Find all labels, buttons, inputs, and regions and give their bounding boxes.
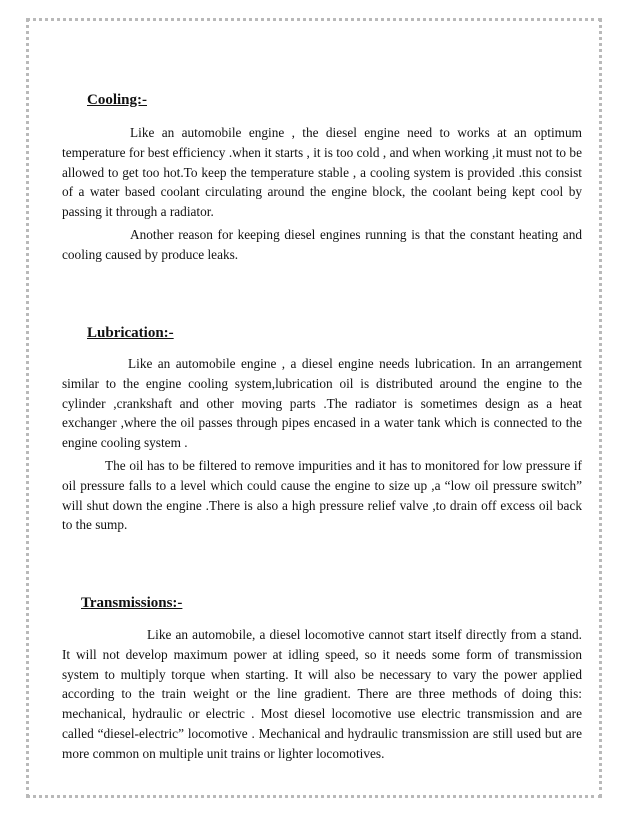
lubrication-paragraph-2: The oil has to be filtered to remove impurities and it has to monitored for low pressure if oil pressure falls to a level which could cause the engine to size up ,a “low oil pressure switch” will shut down the engine .There is also a high pressure relief valve ,to drain off excess oil back to the sump. xyxy=(62,457,582,533)
cooling-heading: Cooling:- xyxy=(87,92,147,108)
transmissions-section xyxy=(62,625,582,764)
lubrication-section xyxy=(62,354,582,535)
cooling-paragraph-2: Another reason for keeping diesel engines running is that the constant heating and cooling caused by produce leaks. xyxy=(62,226,582,262)
lubrication-paragraph-1: Like an automobile engine , a diesel engine needs lubrication. In an arrangement similar to the engine cooling system,lubrication oil is distributed around the engine to the cylinder ,crankshaft and other moving parts .The radiator is sometimes design as a heat exchanger ,where the oil passes through pipes encased in a water tank which is connected to the engine cooling system . xyxy=(62,356,582,451)
cooling-paragraph-1: Like an automobile engine , the diesel engine need to works at an optimum temperature for best efficiency .when it starts , it is too cold , and when working ,it must not to be allowed to get too hot.To keep the temperature stable , a cooling system is provided .this consist of a water based coolant circulating around the engine block, the coolant being kept cool by passing it through a radiator. xyxy=(62,125,582,220)
lubrication-heading: Lubrication:- xyxy=(87,325,174,341)
cooling-section xyxy=(62,123,582,265)
transmissions-heading: Transmissions:- xyxy=(81,595,183,611)
transmissions-paragraph-1: Like an automobile, a diesel locomotive cannot start itself directly from a stand. It will not develop maximum power at idling speed, so it needs some form of transmission system to multiply torque when starting. It will also be necessary to vary the power applied according to the train weight or the line gradient. There are three methods of doing this: mechanical, hydraulic or electric . Most diesel locomotive use electric transmission and are called “diesel-electric” locomotive . Mechanical and hydraulic transmission are still used but are more common on multiple unit trains or lighter locomotives. xyxy=(62,627,582,761)
